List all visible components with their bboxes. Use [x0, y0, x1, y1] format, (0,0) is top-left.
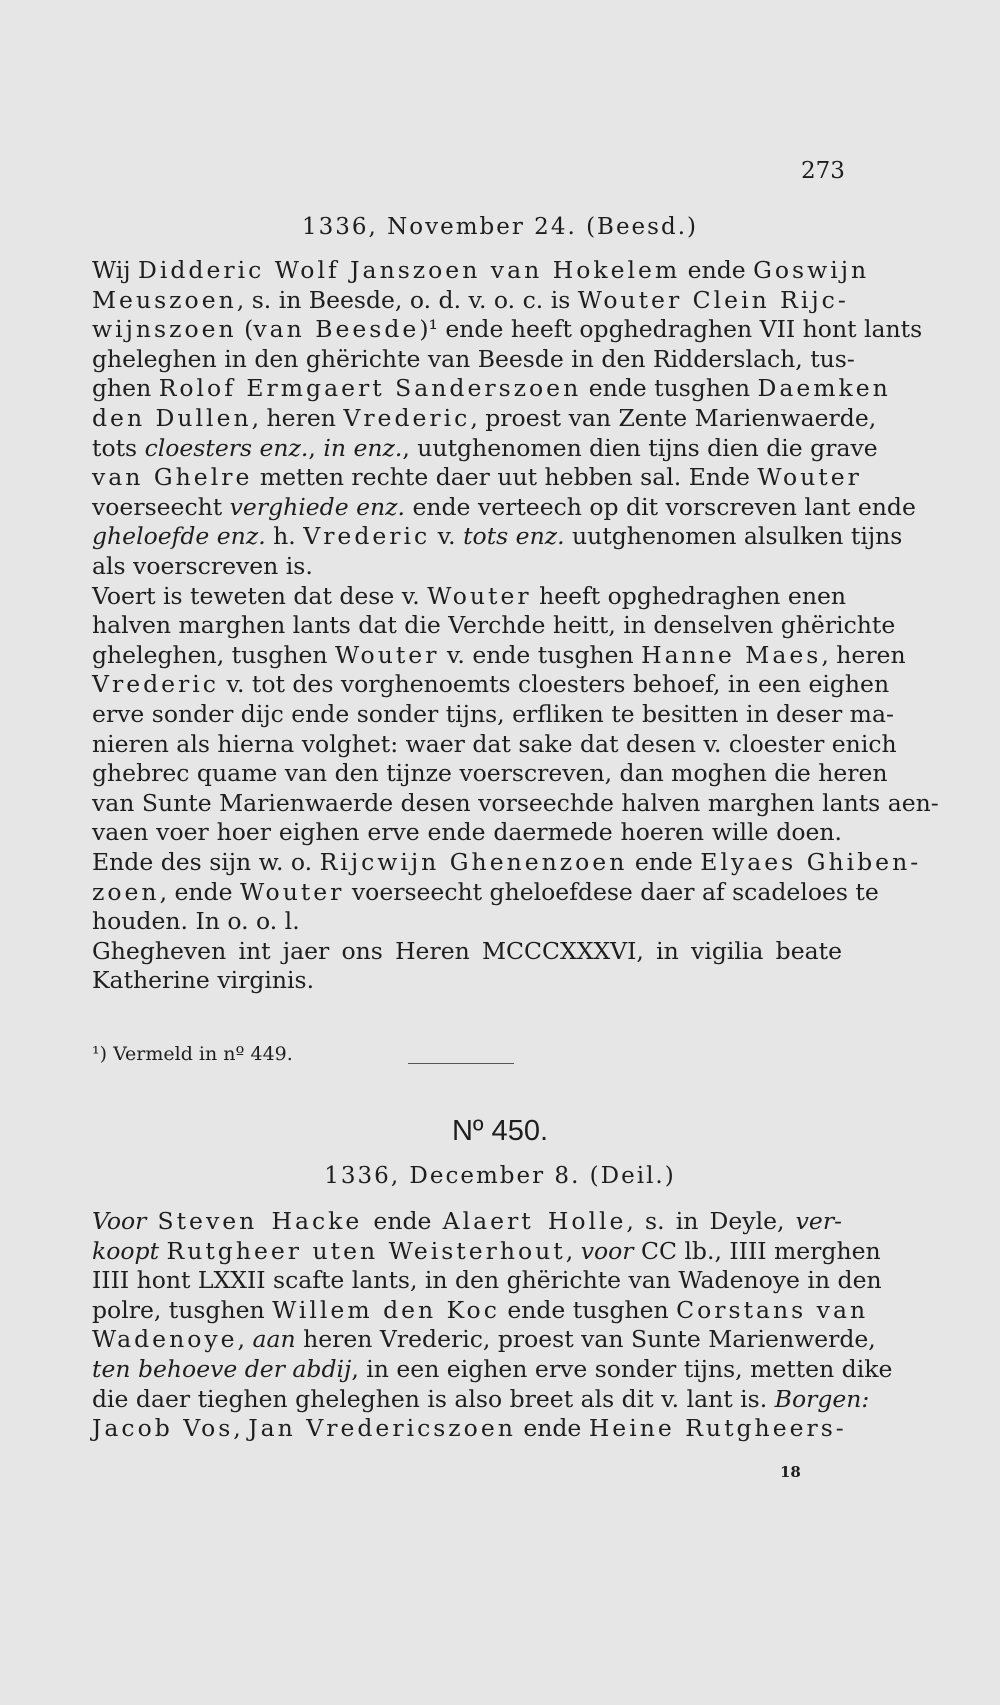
text-line: ten behoeve der abdij, in een eighen erve sonder tijns, metten dike	[92, 1355, 893, 1383]
spaced-name: Elyaes Ghiben-	[700, 848, 922, 876]
text-line: nieren als hierna volghet: waer dat sake dat desen v. cloester enich	[92, 729, 897, 758]
text-line: Voor Steven Hacke ende Alaert Holle, s. in Deyle, ver-	[92, 1207, 842, 1235]
document-450-number: Nº 450.	[451, 1115, 549, 1147]
text-line: gheleghen, tusghen Wouter v. ende tusghen Hanne Maes, heren	[92, 640, 906, 669]
spaced-name: Corstans van	[676, 1295, 869, 1324]
text-line: Ghegheven int jaer ons Heren MCCCXXXVI, in vigilia beate	[92, 936, 842, 965]
spaced-name: Rijcwijn Ghenenzoen	[319, 848, 628, 876]
printer-signature: 18	[780, 1463, 801, 1481]
spaced-name: Alaert Holle	[442, 1207, 627, 1235]
spaced-name: den Dullen	[92, 404, 252, 432]
text-line: halven marghen lants dat die Verchde heitt, in denselven ghërichte	[92, 611, 896, 640]
spaced-name: Heine Rutgheers-	[588, 1414, 847, 1443]
spaced-name: Willem den Koc	[272, 1295, 500, 1324]
spaced-name: Steven Hacke	[157, 1207, 363, 1235]
spaced-name: Vrederic	[343, 404, 471, 432]
text-line: vaen voer hoer eighen erve ende daermede hoeren wille doen.	[92, 818, 842, 847]
text-line: Wij Didderic Wolf Janszoen van Hokelem ende Goswijn	[92, 256, 870, 284]
text-line: ghen Rolof Ermgaert Sanderszoen ende tusghen Daemken	[92, 374, 891, 403]
text-line: polre, tusghen Willem den Koc ende tusghen Corstans van	[92, 1295, 869, 1324]
italic-text: verghiede enz.	[229, 492, 405, 521]
spaced-name: Wouter	[335, 640, 440, 669]
text-line: zoen, ende Wouter voerseecht gheloefdese daer af scadeloes te	[92, 877, 879, 906]
spaced-name: Hanne Maes	[641, 640, 822, 669]
spaced-name: Vrederic	[92, 670, 219, 699]
spaced-name: Daemken	[757, 374, 891, 403]
spaced-name: Rolof Ermgaert Sanderszoen	[158, 374, 582, 403]
text-line: die daer tieghen gheleghen is also breet als dit v. lant is. Borgen:	[92, 1384, 870, 1413]
italic-text: aan	[252, 1325, 296, 1354]
text-line: koopt Rutgheer uten Weisterhout, voor CC lb., IIII merghen	[92, 1236, 881, 1265]
spaced-name: Didderic Wolf Janszoen van Hokelem	[138, 256, 681, 284]
spaced-name: van Beesde	[253, 315, 420, 344]
spaced-name: van Ghelre	[92, 463, 253, 492]
spaced-name: Vrederic	[303, 522, 431, 551]
text-line: tots cloesters enz., in enz., uutghenomen dien tijns dien die grave	[92, 433, 878, 462]
italic-text: Voor	[92, 1207, 147, 1235]
text-line: houden. In o. o. l.	[92, 907, 300, 936]
text-line: Wadenoye, aan heren Vrederic, proest van Sunte Marienwerde,	[92, 1325, 876, 1354]
spaced-name: Jan Vredericszoen	[248, 1414, 516, 1443]
spaced-name: Rutgheer uten Weisterhout	[166, 1236, 566, 1265]
italic-text: Borgen:	[774, 1384, 870, 1413]
spaced-name: wijnszoen	[92, 315, 237, 344]
text-line: voerseecht verghiede enz. ende verteech op dit vorscreven lant ende	[92, 492, 916, 521]
italic-text: tots enz.	[463, 522, 565, 551]
text-line: van Ghelre metten rechte daer uut hebben sal. Ende Wouter	[92, 463, 862, 492]
italic-text: cloesters enz.	[144, 433, 309, 462]
page-number: 273	[801, 158, 845, 184]
spaced-name: Wouter	[757, 463, 862, 492]
spaced-name: zoen	[92, 877, 160, 906]
text-line: Ende des sijn w. o. Rijcwijn Ghenenzoen ende Elyaes Ghiben-	[92, 848, 922, 876]
text-line: ghebrec quame van den tijnze voerscreven, dan moghen die heren	[92, 759, 888, 788]
text-line: als voerscreven is.	[92, 552, 313, 580]
section-divider	[408, 1063, 514, 1064]
text-line: Jacob Vos, Jan Vredericszoen ende Heine Rutgheers-	[92, 1414, 847, 1443]
italic-text: ver-	[795, 1207, 842, 1235]
spaced-name: Meuszoen	[92, 285, 237, 314]
text-line: Voert is teweten dat dese v. Wouter heeft opghedraghen enen	[92, 581, 846, 610]
spaced-name: Goswijn	[753, 256, 870, 284]
text-line: wijnszoen (van Beesde)¹ ende heeft opghedraghen VII hont lants	[92, 315, 923, 344]
text-line: van Sunte Marienwaerde desen vorseechde halven marghen lants aen-	[92, 788, 939, 817]
italic-text: voor	[580, 1236, 634, 1265]
spaced-name: Wouter	[239, 877, 345, 906]
italic-text: in enz.	[323, 433, 403, 462]
spaced-name: Wouter Clein Rijc-	[577, 285, 849, 314]
spaced-name: Wadenoye	[92, 1325, 238, 1354]
text-line: IIII hont LXXII scafte lants, in den ghërichte van Wadenoye in den	[92, 1266, 882, 1295]
text-line: Meuszoen, s. in Beesde, o. d. v. o. c. is Wouter Clein Rijc-	[92, 285, 849, 314]
spaced-name: Wouter	[427, 581, 532, 610]
italic-text: ten behoeve der abdij	[92, 1355, 352, 1383]
text-line: den Dullen, heren Vrederic, proest van Zente Marienwaerde,	[92, 404, 877, 432]
text-line: Katherine virginis.	[92, 966, 315, 995]
text-line: Vrederic v. tot des vorghenoemts cloesters behoef, in een eighen	[92, 670, 890, 699]
text-line: gheloefde enz. h. Vrederic v. tots enz. uutghenomen alsulken tijns	[92, 522, 903, 551]
text-line: gheleghen in den ghërichte van Beesde in den Ridderslach, tus-	[92, 344, 855, 373]
italic-text: gheloefde enz.	[92, 522, 266, 551]
text-line: erve sonder dijc ende sonder tijns, erfliken te besitten in deser ma-	[92, 700, 894, 728]
footnote: ¹) Vermeld in nº 449.	[92, 1043, 293, 1065]
document-450-heading: 1336, December 8. (Deil.)	[324, 1163, 676, 1189]
italic-text: koopt	[92, 1236, 160, 1265]
document-449-heading: 1336, November 24. (Beesd.)	[302, 214, 698, 240]
spaced-name: Jacob Vos	[92, 1414, 234, 1443]
